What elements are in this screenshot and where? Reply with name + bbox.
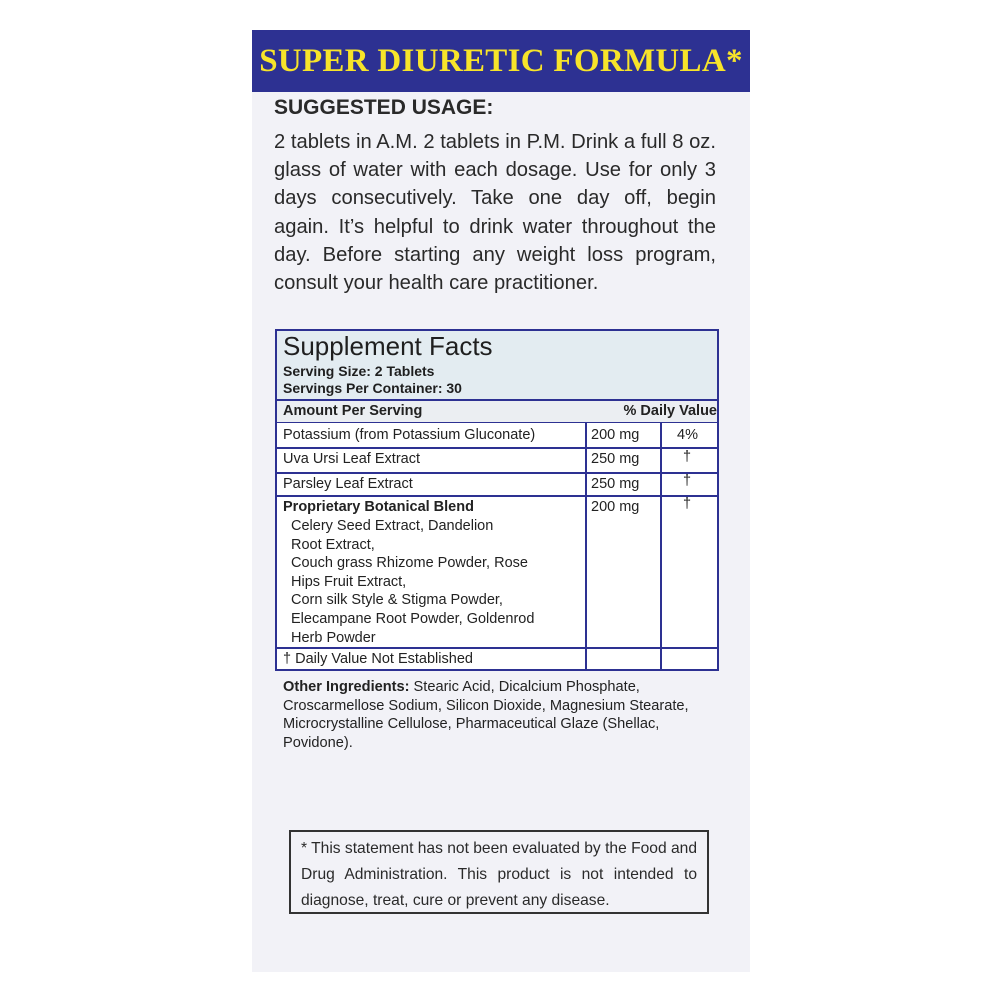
ingredient-dv: † <box>683 449 692 465</box>
column-divider-dv <box>660 422 662 671</box>
blend-ingredient-line: Hips Fruit Extract, <box>291 573 407 590</box>
ingredient-dv: † <box>683 473 692 489</box>
ingredient-amount: 250 mg <box>591 476 640 492</box>
usage-heading: SUGGESTED USAGE: <box>274 96 494 119</box>
product-title: SUPER DIURETIC FORMULA* <box>259 42 743 79</box>
blend-ingredient-line: Herb Powder <box>291 629 376 646</box>
blend-ingredient-line: Elecampane Root Powder, Goldenrod <box>291 610 535 627</box>
amount-header-row <box>277 401 717 423</box>
blend-dv: † <box>683 496 692 512</box>
blend-ingredients <box>291 517 586 647</box>
row-divider <box>277 472 717 474</box>
row-divider <box>277 447 717 449</box>
ingredient-amount: 200 mg <box>591 427 640 443</box>
dv-header: % Daily Value <box>623 403 717 419</box>
ingredient-dv: 4% <box>677 427 698 443</box>
ingredient-name: Parsley Leaf Extract <box>283 476 413 492</box>
ingredient-amount: 250 mg <box>591 451 640 467</box>
ingredient-name: Uva Ursi Leaf Extract <box>283 451 420 467</box>
blend-amount: 200 mg <box>591 499 640 515</box>
other-ingredients <box>283 678 723 752</box>
blend-ingredient-line: Root Extract, <box>291 536 375 553</box>
amount-header: Amount Per Serving <box>283 403 423 419</box>
usage-text: 2 tablets in A.M. 2 tablets in P.M. Drink a full 8 oz. glass of water with each dosage. Use for only 3 days consecutively. Take one day off, begin again. It’s helpful to drink water throughout the day. Before starting any weight loss program, consult your health care practitioner. <box>274 131 716 295</box>
serving-size: Serving Size: 2 Tablets <box>283 363 435 379</box>
other-ingredients-text: Stearic Acid, Dicalcium Phosphate, Croscarmellose Sodium, Silicon Dioxide, Magnesium Stearate, Microcrystalline Cellulose, Pharmaceutical Glaze (Shellac, Povidone). <box>283 679 689 751</box>
ingredient-name: Potassium (from Potassium Gluconate) <box>283 427 536 443</box>
servings-per-container: Servings Per Container: 30 <box>283 380 462 396</box>
supplement-label <box>252 30 750 972</box>
facts-title: Supplement Facts <box>283 331 493 361</box>
blend-ingredient-line: Celery Seed Extract, Dandelion <box>291 518 494 534</box>
supplement-facts-panel <box>275 329 719 671</box>
daily-value-footnote: † Daily Value Not Established <box>283 651 473 667</box>
blend-ingredient-line: Corn silk Style & Stigma Powder, <box>291 592 503 609</box>
serving-info <box>283 363 462 397</box>
fda-disclaimer: * This statement has not been evaluated by the Food and Drug Administration. This product is not intended to diagnose, treat, cure or prevent any disease. <box>289 830 709 914</box>
blend-ingredient-line: Couch grass Rhizome Powder, Rose <box>291 555 528 572</box>
product-banner <box>252 30 750 92</box>
facts-header <box>277 331 717 401</box>
other-ingredients-label: Other Ingredients: <box>283 679 410 695</box>
row-divider <box>277 495 717 497</box>
blend-name: Proprietary Botanical Blend <box>283 499 474 515</box>
row-divider <box>277 647 717 649</box>
